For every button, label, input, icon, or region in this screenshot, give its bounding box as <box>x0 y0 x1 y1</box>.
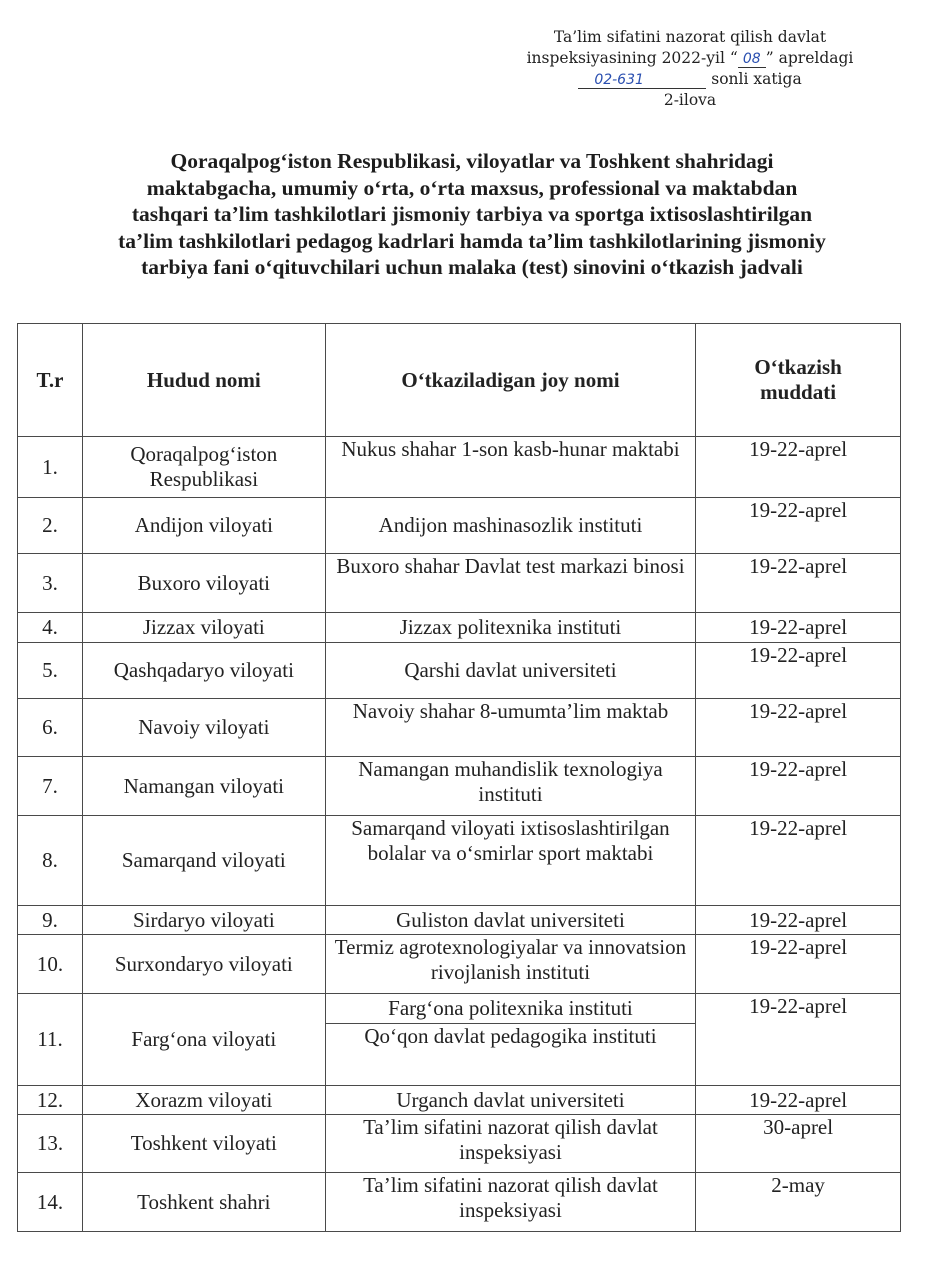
row-region: Andijon viloyati <box>82 498 325 554</box>
row-region: Sirdaryo viloyati <box>82 906 325 935</box>
row-number: 11. <box>18 994 83 1086</box>
row-number: 2. <box>18 498 83 554</box>
row-venue: Jizzax politexnika instituti <box>325 613 696 643</box>
row-venue: Buxoro shahar Davlat test markazi binosi <box>325 554 696 613</box>
table-row <box>18 757 901 816</box>
handwritten-letter-number: 02-631 <box>578 72 706 89</box>
annex-line-3 <box>505 69 875 90</box>
row-period: 19-22-aprel <box>696 906 901 935</box>
title-line: tashqari ta’lim tashkilotlari jismoniy tarbiya va sportga ixtisoslashtirilgan <box>131 202 813 226</box>
row-number: 10. <box>18 935 83 994</box>
row-period: 19-22-aprel <box>696 613 901 643</box>
row-venue: Termiz agrotexnologiyalar va innovatsion rivojlanish instituti <box>325 935 696 994</box>
annex-line-1: Ta’lim sifatini nazorat qilish davlat <box>553 28 827 46</box>
row-period: 30-aprel <box>696 1115 901 1173</box>
row-venue: Farg‘ona politexnika instituti <box>325 994 696 1024</box>
row-venue-secondary: Qo‘qon davlat pedagogika instituti <box>325 1024 696 1086</box>
row-period: 19-22-aprel <box>696 1086 901 1115</box>
row-region: Buxoro viloyati <box>82 554 325 613</box>
header-number: T.r <box>18 324 83 437</box>
header-period <box>696 324 901 437</box>
row-venue: Samarqand viloyati ixtisoslashtirilgan bolalar va o‘smirlar sport maktabi <box>325 816 696 906</box>
row-venue: Qarshi davlat universiteti <box>325 643 696 699</box>
row-venue: Guliston davlat universiteti <box>325 906 696 935</box>
row-number: 5. <box>18 643 83 699</box>
annex-number: 2-ilova <box>663 91 717 109</box>
row-venue: Nukus shahar 1-son kasb-hunar maktabi <box>325 437 696 498</box>
title-line: Qoraqalpog‘iston Respublikasi, viloyatlar va Toshkent shahridagi <box>170 149 774 173</box>
row-number: 7. <box>18 757 83 816</box>
row-period: 19-22-aprel <box>696 498 901 554</box>
row-venue: Urganch davlat universiteti <box>325 1086 696 1115</box>
row-number: 6. <box>18 699 83 757</box>
title-line: ta’lim tashkilotlari pedagog kadrlari hamda ta’lim tashkilotlarining jismoniy <box>118 228 826 253</box>
table-row <box>18 1086 901 1115</box>
table-row <box>18 498 901 554</box>
header-region: Hudud nomi <box>82 324 325 437</box>
row-venue: Ta’lim sifatini nazorat qilish davlat inspeksiyasi <box>325 1173 696 1232</box>
row-period: 19-22-aprel <box>696 816 901 906</box>
row-region: Navoiy viloyati <box>82 699 325 757</box>
table-row <box>18 613 901 643</box>
row-region: Namangan viloyati <box>82 757 325 816</box>
header-venue: O‘tkaziladigan joy nomi <box>325 324 696 437</box>
row-period: 19-22-aprel <box>696 437 901 498</box>
header-period-line-2: muddati <box>760 380 837 404</box>
table-row <box>18 935 901 994</box>
title-line: maktabgacha, umumiy o‘rta, o‘rta maxsus, professional va maktabdan <box>146 175 798 200</box>
table-row <box>18 437 901 498</box>
table-row <box>18 643 901 699</box>
row-number: 1. <box>18 437 83 498</box>
schedule-table <box>17 323 901 1232</box>
annex-reference <box>505 27 875 111</box>
row-number: 9. <box>18 906 83 935</box>
row-region: Jizzax viloyati <box>82 613 325 643</box>
header-period-line-1: O‘tkazish <box>754 355 842 379</box>
row-period: 2-may <box>696 1173 901 1232</box>
row-period: 19-22-aprel <box>696 643 901 699</box>
row-venue: Ta’lim sifatini nazorat qilish davlat inspeksiyasi <box>325 1115 696 1173</box>
row-number: 8. <box>18 816 83 906</box>
table-row <box>18 816 901 906</box>
row-number: 3. <box>18 554 83 613</box>
row-region: Farg‘ona viloyati <box>82 994 325 1086</box>
row-region: Toshkent shahri <box>82 1173 325 1232</box>
row-venue: Navoiy shahar 8-umumta’lim maktab <box>325 699 696 757</box>
handwritten-day: 08 <box>738 51 766 68</box>
table-row <box>18 906 901 935</box>
row-number: 4. <box>18 613 83 643</box>
row-period: 19-22-aprel <box>696 935 901 994</box>
row-number: 12. <box>18 1086 83 1115</box>
annex-line-3-suffix: sonli xatiga <box>706 70 802 88</box>
row-region: Surxondaryo viloyati <box>82 935 325 994</box>
table-row <box>18 1115 901 1173</box>
annex-line-2 <box>505 48 875 69</box>
row-venue: Namangan muhandislik texnologiya instituti <box>325 757 696 816</box>
table-row <box>18 994 901 1024</box>
table-row <box>18 1173 901 1232</box>
row-venue: Andijon mashinasozlik instituti <box>325 498 696 554</box>
title-line: tarbiya fani o‘qituvchilari uchun malaka (test) sinovini o‘tkazish jadvali <box>141 255 803 279</box>
row-period: 19-22-aprel <box>696 994 901 1086</box>
table-header-row <box>18 324 901 437</box>
row-number: 13. <box>18 1115 83 1173</box>
row-period: 19-22-aprel <box>696 699 901 757</box>
row-region: Xorazm viloyati <box>82 1086 325 1115</box>
annex-line-2-prefix: inspeksiyasining 2022-yil “ <box>526 49 738 67</box>
row-region: Toshkent viloyati <box>82 1115 325 1173</box>
document-title <box>40 148 904 281</box>
row-period: 19-22-aprel <box>696 554 901 613</box>
row-region: Qashqadaryo viloyati <box>82 643 325 699</box>
table-row <box>18 699 901 757</box>
table-row <box>18 554 901 613</box>
row-number: 14. <box>18 1173 83 1232</box>
row-region: Qoraqalpog‘iston Respublikasi <box>82 437 325 498</box>
annex-line-2-suffix: ” apreldagi <box>765 49 854 67</box>
row-region: Samarqand viloyati <box>82 816 325 906</box>
row-period: 19-22-aprel <box>696 757 901 816</box>
